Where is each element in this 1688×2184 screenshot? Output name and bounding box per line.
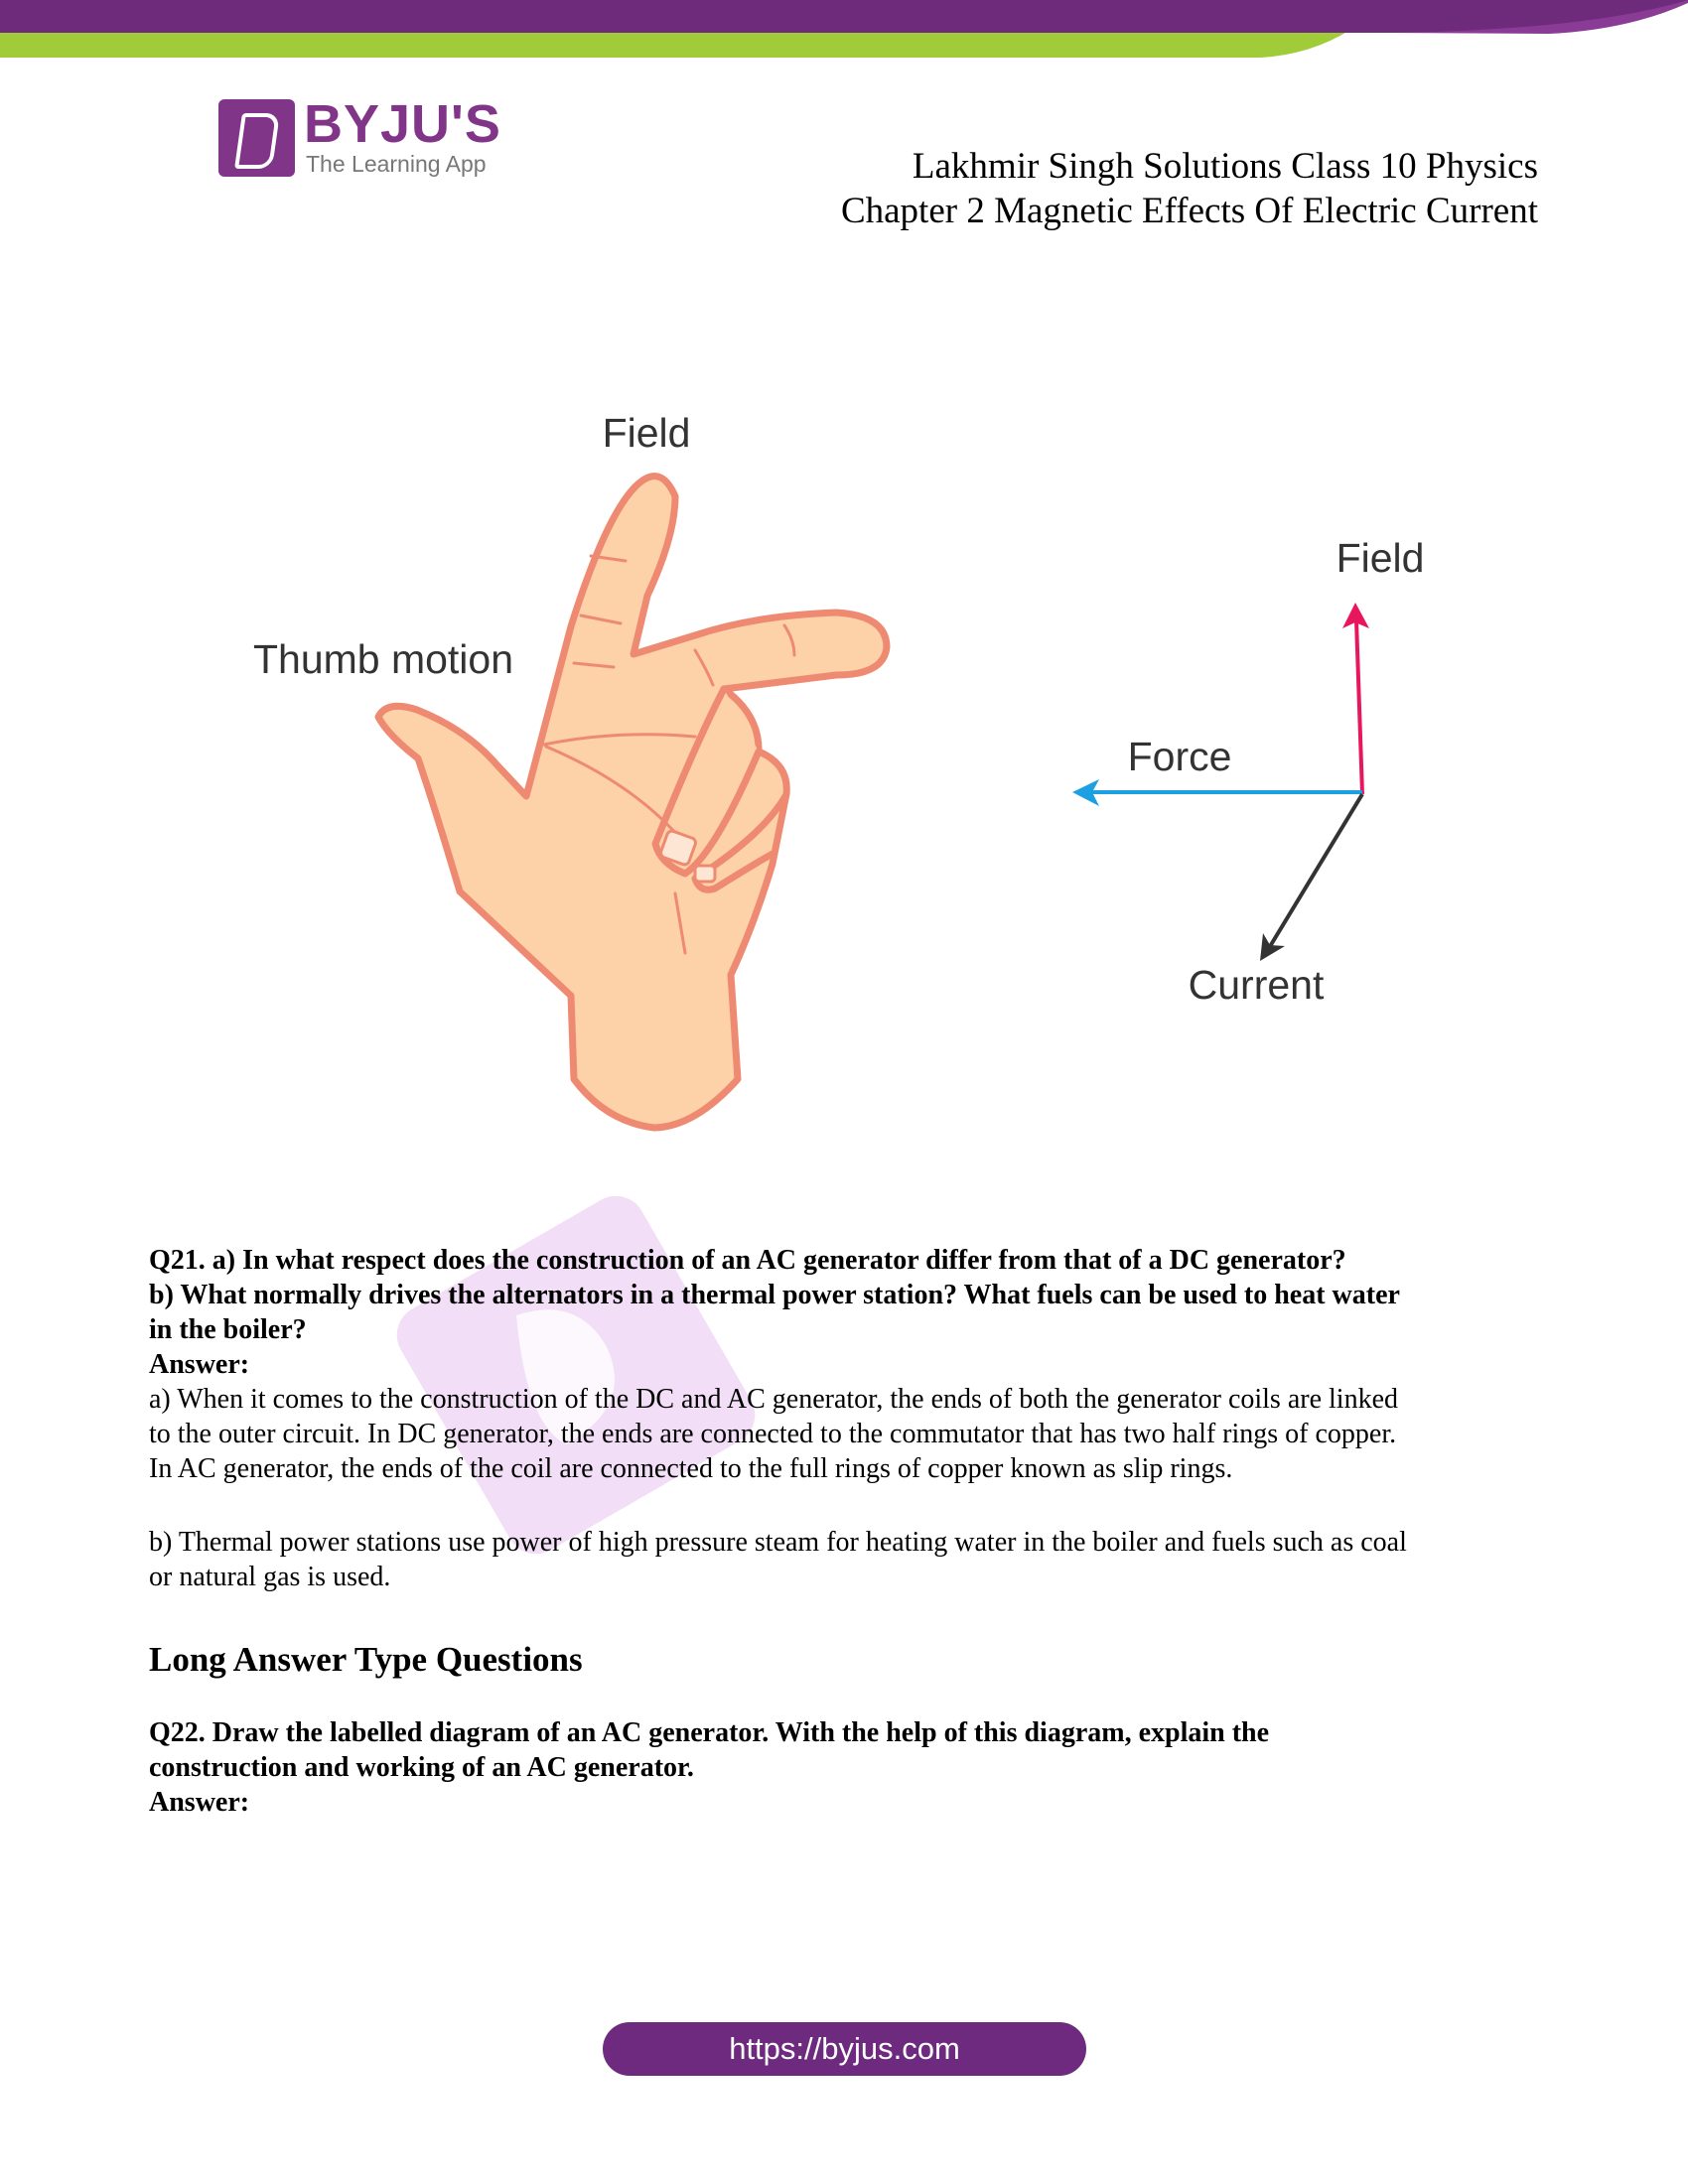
question-line: Q21. a) In what respect does the construction of an AC generator differ from that of a DC generator? [149, 1245, 1346, 1276]
header-title-line2: Chapter 2 Magnetic Effects Of Electric Current [840, 191, 1538, 231]
hand-label-field: Field [602, 410, 691, 456]
answer-label: Answer: [149, 1349, 250, 1380]
vector-label-field: Field [1336, 535, 1425, 581]
question-line: construction and working of an AC generator. [149, 1752, 694, 1783]
logo-brand: BYJU'S [304, 94, 501, 154]
question-line: b) What normally drives the alternators in a thermal power station? What fuels can be used to heat water [149, 1280, 1400, 1310]
answer-line: to the outer circuit. In DC generator, the ends are connected to the commutator that has two half rings of copper. [149, 1419, 1397, 1449]
hand-label-thumb-motion: Thumb motion [252, 636, 514, 682]
answer-line: a) When it comes to the construction of the DC and AC generator, the ends of both the generator coils are linked [149, 1384, 1398, 1415]
hand-illustration [378, 477, 887, 1128]
footer-url-link[interactable]: https://byjus.com [603, 2022, 1086, 2076]
q22-question [149, 1715, 1269, 1820]
answer-line: or natural gas is used. [149, 1562, 391, 1592]
section-heading: Long Answer Type Questions [149, 1640, 583, 1679]
question-line: Q22. Draw the labelled diagram of an AC generator. With the help of this diagram, explain the [149, 1717, 1270, 1748]
q21-answer-b [149, 1525, 1407, 1594]
answer-line: b) Thermal power stations use power of high pressure steam for heating water in the boiler and fuels such as coal [149, 1527, 1407, 1558]
logo-tagline: The Learning App [306, 151, 487, 177]
header-title-line1: Lakhmir Singh Solutions Class 10 Physics [912, 146, 1538, 187]
q21-question [149, 1243, 1400, 1382]
field-arrow [1356, 620, 1362, 794]
answer-line: In AC generator, the ends of the coil are connected to the full rings of copper known as slip rings. [149, 1453, 1233, 1484]
question-line: in the boiler? [149, 1314, 307, 1345]
current-arrowhead-icon [1260, 933, 1285, 961]
vector-diagram [1072, 535, 1424, 1008]
fingernail [695, 866, 715, 882]
q21-answer-a [149, 1382, 1398, 1486]
vector-label-current: Current [1188, 962, 1325, 1008]
answer-label: Answer: [149, 1787, 250, 1818]
vector-label-force: Force [1127, 734, 1232, 779]
current-arrow [1269, 794, 1362, 948]
